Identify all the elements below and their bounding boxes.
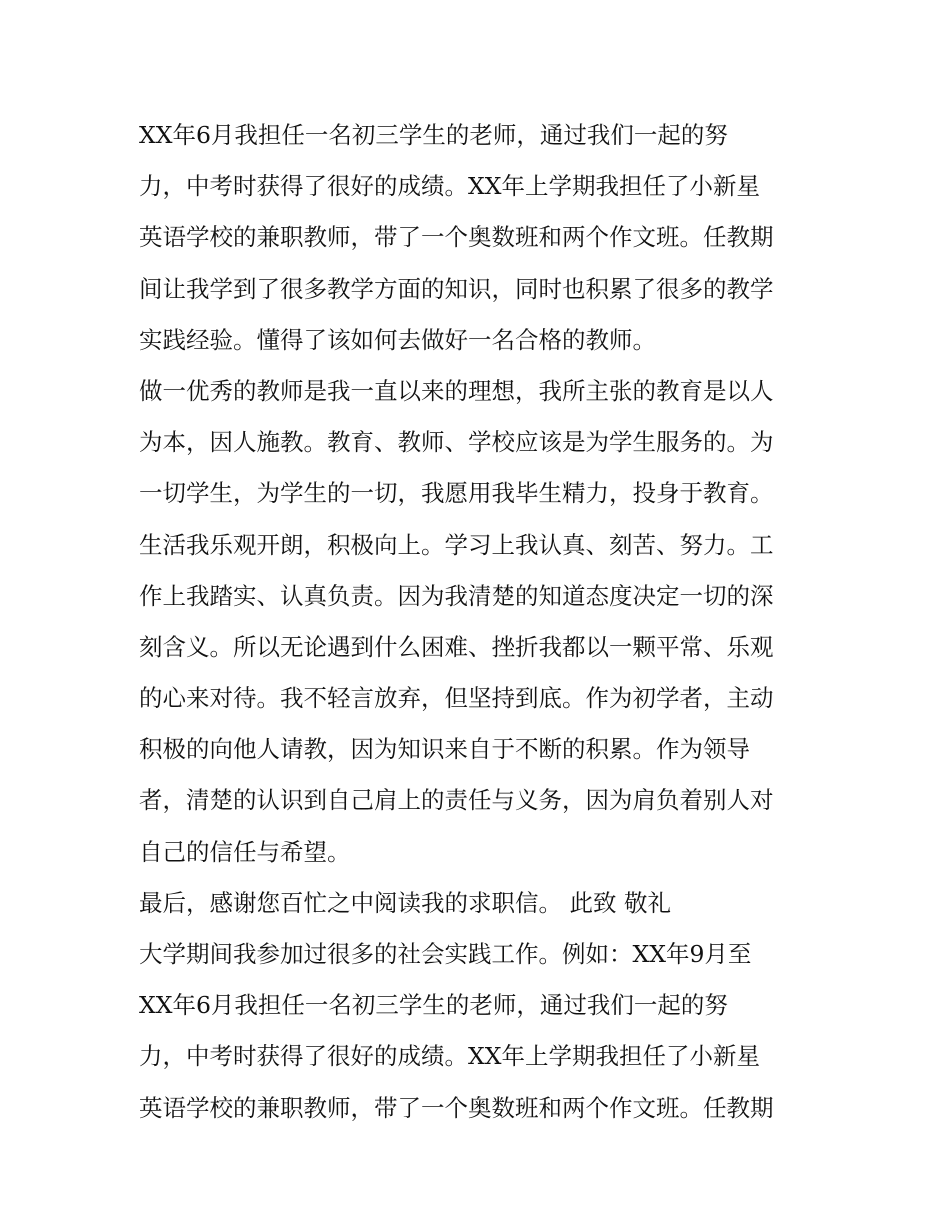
text-line: 积极的向他人请教，因为知识来自于不断的积累。作为领导: [139, 735, 750, 764]
text-line: XX年6月我担任一名初三学生的老师，通过我们一起的努: [139, 991, 728, 1020]
text-line: 为本，因人施教。教育、教师、学校应该是为学生服务的。为: [139, 428, 774, 457]
text-line: 做一优秀的教师是我一直以来的理想，我所主张的教育是以人: [139, 376, 774, 405]
text-line: 力，中考时获得了很好的成绩。XX年上学期我担任了小新星: [139, 172, 760, 201]
text-line: 自己的信任与希望。: [139, 837, 351, 866]
body-text: [139, 110, 819, 1134]
text-line: 大学期间我参加过很多的社会实践工作。例如：XX年9月至: [139, 940, 752, 968]
text-line: 生活我乐观开朗，积极向上。学习上我认真、刻苦、努力。工: [139, 530, 774, 559]
text-line: 的心来对待。我不轻言放弃，但坚持到底。作为初学者，主动: [139, 684, 774, 713]
text-line: 刻含义。所以无论遇到什么困难、挫折我都以一颗平常、乐观: [139, 632, 774, 661]
text-line: 力，中考时获得了很好的成绩。XX年上学期我担任了小新星: [139, 1042, 760, 1071]
text-line: XX年6月我担任一名初三学生的老师，通过我们一起的努: [139, 121, 728, 149]
text-line: 者，清楚的认识到自己肩上的责任与义务，因为肩负着别人对: [139, 786, 774, 815]
text-line: 实践经验。懂得了该如何去做好一名合格的教师。: [139, 325, 656, 354]
text-line: 一切学生，为学生的一切，我愿用我毕生精力，投身于教育。: [139, 479, 774, 508]
text-line: 英语学校的兼职教师，带了一个奥数班和两个作文班。任教期: [139, 223, 774, 252]
text-line: 间让我学到了很多教学方面的知识，同时也积累了很多的教学: [139, 274, 774, 303]
text-line: 作上我踏实、认真负责。因为我清楚的知道态度决定一切的深: [139, 581, 774, 610]
text-line: 英语学校的兼职教师，带了一个奥数班和两个作文班。任教期: [139, 1093, 774, 1122]
text-line: 最后，感谢您百忙之中阅读我的求职信。 此致 敬礼: [139, 888, 671, 917]
